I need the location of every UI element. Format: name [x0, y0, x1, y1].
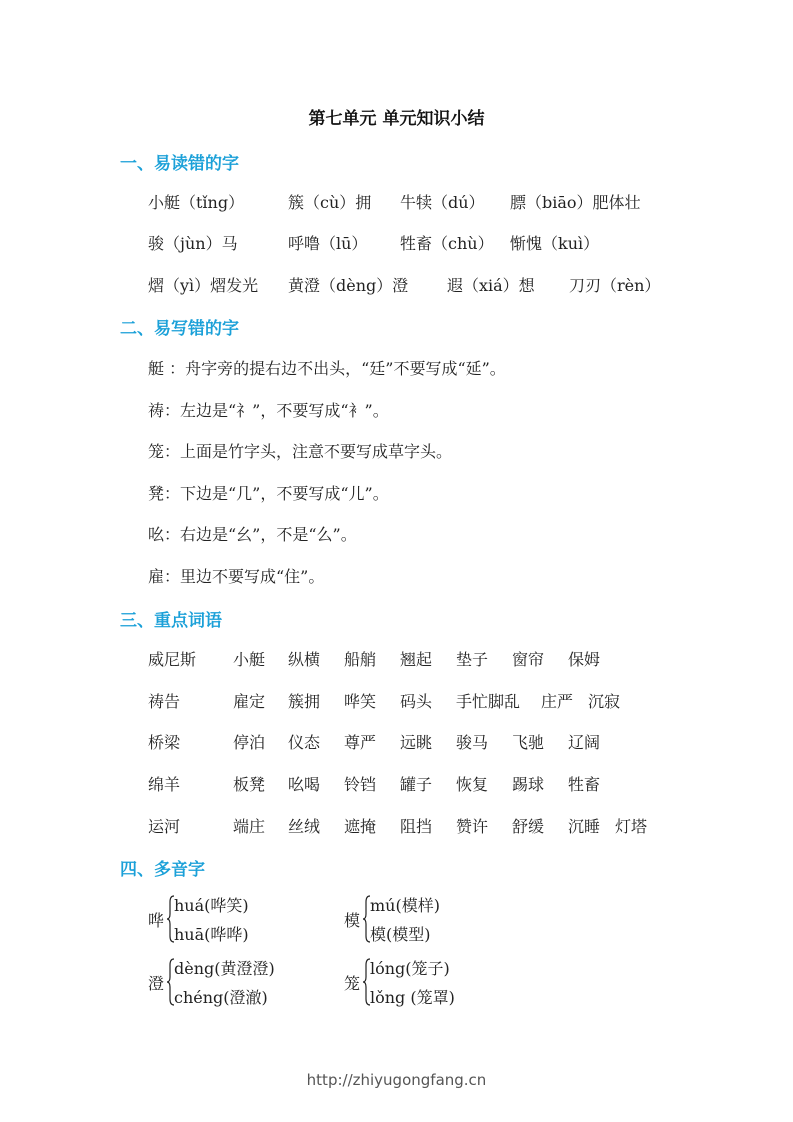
vocab-word: 码头: [400, 692, 433, 711]
vocab-word: 运河: [148, 817, 181, 836]
vocab-word: 尊严: [344, 733, 377, 752]
reading-item: 遐（xiá）想: [447, 276, 535, 295]
vocab-word: 手忙脚乱: [456, 692, 521, 711]
vocab-word: 端庄: [233, 817, 266, 836]
vocab-word: 罐子: [400, 775, 433, 794]
writing-note: 祷：左边是“礻”，不要写成“衤”。: [148, 401, 389, 420]
reading-item: 熠（yì）熠发光: [148, 276, 259, 295]
reading-item: 刀刃（rèn）: [569, 276, 661, 295]
vocab-word: 吆喝: [288, 775, 321, 794]
vocab-word: 踢球: [512, 775, 545, 794]
reading-item: 惭愧（kuì）: [510, 234, 600, 253]
vocab-word: 丝绒: [288, 817, 321, 836]
footer-url[interactable]: http://zhiyugongfang.cn: [306, 1071, 487, 1089]
section-heading-4: 四、多音字: [120, 860, 205, 880]
writing-note: 吆：右边是“幺”，不是“么”。: [148, 525, 357, 544]
vocab-word: 祷告: [148, 692, 181, 711]
polyphone-hua: [148, 893, 308, 947]
vocab-word: 庄严: [541, 692, 574, 711]
polyphone-reading: lǒng (笼罩): [370, 988, 455, 1007]
reading-item: 呼噜（lū）: [288, 234, 368, 253]
vocab-word: 小艇: [233, 650, 266, 669]
vocab-word: 板凳: [233, 775, 266, 794]
vocab-word: 恢复: [456, 775, 489, 794]
polyphone-reading: mú(模样): [370, 896, 440, 915]
vocab-word: 翘起: [400, 650, 433, 669]
reading-item: 牲畜（chù）: [400, 234, 494, 253]
reading-item: 簇（cù）拥: [288, 193, 372, 212]
vocab-word: 保姆: [568, 650, 601, 669]
polyphone-reading: chéng(澄澈): [174, 988, 268, 1007]
vocab-word: 沉寂: [588, 692, 621, 711]
vocab-word: 辽阔: [568, 733, 601, 752]
section-heading-2: 二、易写错的字: [120, 319, 239, 339]
vocab-word: 垫子: [456, 650, 489, 669]
vocab-word: 阻挡: [400, 817, 433, 836]
polyphone-reading: huā(哗哗): [174, 925, 249, 944]
polyphone-reading: huá(哗笑): [174, 896, 249, 915]
vocab-word: 仪态: [288, 733, 321, 752]
vocab-word: 远眺: [400, 733, 433, 752]
polyphone-char: 模: [344, 911, 361, 930]
vocab-word: 哗笑: [344, 692, 377, 711]
vocab-word: 赞许: [456, 817, 489, 836]
writing-note: 艇 ：舟字旁的提右边不出头，“廷”不要写成“延”。: [148, 359, 506, 378]
reading-item: 小艇（tǐng）: [148, 193, 245, 212]
reading-item: 牛犊（dú）: [400, 193, 485, 212]
vocab-word: 窗帘: [512, 650, 545, 669]
vocab-word: 威尼斯: [148, 650, 197, 669]
writing-note: 凳：下边是“几”，不要写成“儿”。: [148, 484, 389, 503]
vocab-word: 桥梁: [148, 733, 181, 752]
vocab-word: 舒缓: [512, 817, 545, 836]
vocab-word: 绵羊: [148, 775, 181, 794]
writing-note: 笼：上面是竹字头，注意不要写成草字头。: [148, 442, 453, 461]
reading-item: 黄澄（dèng）澄: [288, 276, 409, 295]
polyphone-reading: 模(模型): [370, 925, 431, 944]
reading-item: 骏（jùn）马: [148, 234, 238, 253]
polyphone-char: 笼: [344, 974, 361, 993]
vocab-word: 纵横: [288, 650, 321, 669]
reading-item: 膘（biāo）肥体壮: [510, 193, 641, 212]
vocab-word: 铃铛: [344, 775, 377, 794]
polyphone-reading: lóng(笼子): [370, 959, 450, 978]
vocab-word: 遮掩: [344, 817, 377, 836]
polyphone-long: [344, 956, 504, 1010]
polyphone-reading: dèng(黄澄澄): [174, 959, 275, 978]
vocab-word: 船艄: [344, 650, 377, 669]
vocab-word: 雇定: [233, 692, 266, 711]
polyphone-mu: [344, 893, 504, 947]
vocab-word: 簇拥: [288, 692, 321, 711]
vocab-word: 骏马: [456, 733, 489, 752]
vocab-word: 灯塔: [615, 817, 648, 836]
vocab-word: 停泊: [233, 733, 266, 752]
vocab-word: 飞驰: [512, 733, 545, 752]
page-title: 第七单元 单元知识小结: [308, 109, 485, 129]
polyphone-char: 哗: [148, 911, 165, 930]
writing-note: 雇：里边不要写成“住”。: [148, 567, 325, 586]
polyphone-char: 澄: [148, 974, 165, 993]
vocab-word: 沉睡: [568, 817, 601, 836]
polyphone-deng: [148, 956, 318, 1010]
section-heading-1: 一、易读错的字: [120, 154, 239, 174]
section-heading-3: 三、重点词语: [120, 611, 222, 631]
vocab-word: 牲畜: [568, 775, 601, 794]
